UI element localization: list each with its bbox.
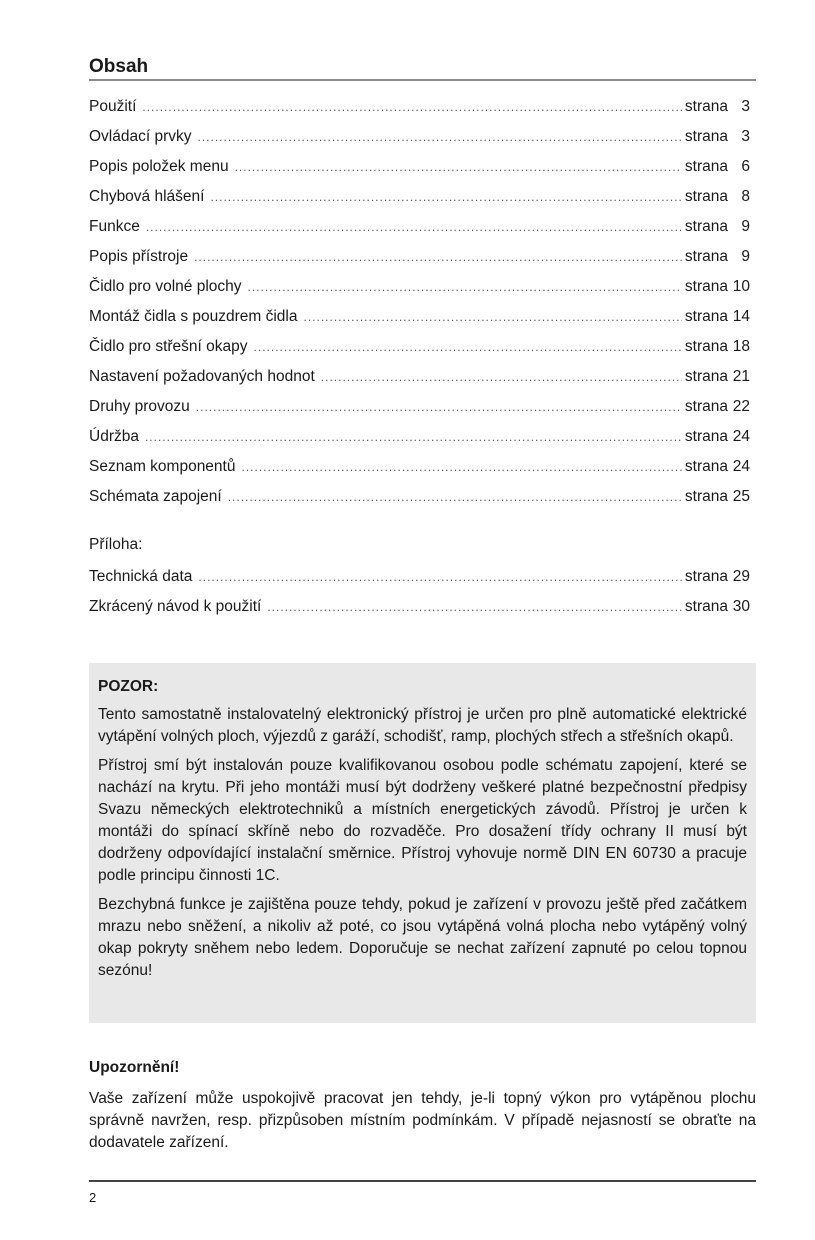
toc-page-number: 22: [732, 398, 750, 415]
page-title: Obsah: [89, 56, 149, 77]
toc-entry-label: Technická data: [89, 568, 193, 585]
toc-entry-label: Chybová hlášení: [89, 188, 205, 205]
toc-leader-dots: [248, 274, 682, 300]
toc-page-number: 9: [741, 218, 750, 235]
toc-page-prefix: strana: [684, 598, 728, 615]
toc-leader-dots: [146, 214, 682, 240]
toc-entry-page: [685, 564, 750, 590]
toc-page-number: 14: [732, 308, 750, 325]
toc-page-prefix: strana: [684, 338, 728, 355]
toc-entry-label: Nastavení požadovaných hodnot: [89, 368, 315, 385]
toc-entry-label: Čidlo pro střešní okapy: [89, 338, 248, 355]
toc-entry-page: [685, 274, 750, 300]
toc-entry-page: [685, 394, 750, 420]
toc-entry-page: [685, 214, 750, 240]
toc-page-number: 8: [741, 188, 750, 205]
toc-leader-dots: [321, 364, 682, 390]
toc-entry-label: Použití: [89, 98, 137, 115]
toc-entry-label: Schémata zapojení: [89, 488, 222, 505]
appendix-label: Příloha:: [89, 536, 143, 553]
toc-leader-dots: [145, 424, 682, 450]
caution-paragraph: Bezchybná funkce je zajištěna pouze tehdy, pokud je zařízení v provozu ještě před začátkem mrazu nebo sněžení, a nikoliv až poté, co jsou vytápěná volná plocha nebo vytápěný volný okap pokryty sněhem nebo ledem. Doporučuje se nechat zařízení zapnuté po celou topnou sezónu!: [98, 896, 747, 979]
toc-entry[interactable]: [89, 334, 750, 364]
toc-leader-dots: [304, 304, 682, 330]
toc-entry-label: Druhy provozu: [89, 398, 190, 415]
toc-entry[interactable]: [89, 184, 750, 214]
toc-leader-dots: [198, 124, 682, 150]
toc-leader-dots: [194, 244, 682, 270]
toc-page-prefix: strana: [684, 308, 728, 325]
toc-page-number: 3: [741, 98, 750, 115]
toc-entry-page: [685, 594, 750, 620]
toc-entry[interactable]: [89, 394, 750, 424]
toc-entry-label: Popis přístroje: [89, 248, 189, 265]
toc-entry[interactable]: [89, 154, 750, 184]
caution-title: POZOR:: [98, 678, 159, 695]
caution-paragraph: Tento samostatně instalovatelný elektronický přístroj je určen pro plně automatické elektrické vytápění volných ploch, výjezdů z garáží, schodišť, ramp, plochých střech a střešních okapů.: [98, 706, 747, 745]
toc-page-number: 21: [732, 368, 750, 385]
footer-divider: [89, 1180, 756, 1182]
toc-page-prefix: strana: [684, 488, 728, 505]
toc-entry-page: [685, 484, 750, 510]
toc-entry-page: [685, 424, 750, 450]
toc-entry-page: [685, 184, 750, 210]
toc-entry[interactable]: [89, 124, 750, 154]
toc-entry-label: Montáž čidla s pouzdrem čidla: [89, 308, 298, 325]
toc-entry-label: Údržba: [89, 428, 139, 445]
toc-page-prefix: strana: [684, 188, 728, 205]
toc-page-prefix: strana: [684, 158, 728, 175]
toc-entry[interactable]: [89, 304, 750, 334]
toc-entry-page: [685, 364, 750, 390]
toc-entry-page: [685, 334, 750, 360]
toc-page-prefix: strana: [684, 398, 728, 415]
toc-entry-page: [685, 244, 750, 270]
toc-page-number: 29: [732, 568, 750, 585]
toc-entry-page: [685, 304, 750, 330]
page-number: 2: [89, 1190, 97, 1205]
toc-entry[interactable]: [89, 454, 750, 484]
toc-leader-dots: [241, 454, 681, 480]
toc-entry[interactable]: [89, 244, 750, 274]
table-of-contents: [89, 94, 750, 514]
toc-leader-dots: [210, 184, 681, 210]
note-title: Upozornění!: [89, 1059, 180, 1076]
toc-entry-label: Popis položek menu: [89, 158, 229, 175]
toc-page-prefix: strana: [684, 278, 728, 295]
toc-entry[interactable]: [89, 94, 750, 124]
toc-entry[interactable]: [89, 274, 750, 304]
toc-entry-label: Funkce: [89, 218, 140, 235]
toc-entry[interactable]: [89, 484, 750, 514]
caution-box: [89, 663, 756, 1023]
toc-page-prefix: strana: [684, 128, 728, 145]
toc-page-number: 10: [732, 278, 750, 295]
toc-entry[interactable]: [89, 214, 750, 244]
toc-entry-label: Seznam komponentů: [89, 458, 236, 475]
toc-entry-page: [685, 454, 750, 480]
toc-entry-page: [685, 154, 750, 180]
toc-leader-dots: [142, 94, 682, 120]
toc-page-number: 6: [741, 158, 750, 175]
toc-leader-dots: [196, 394, 682, 420]
toc-entry-label: Zkrácený návod k použití: [89, 598, 262, 615]
toc-entry[interactable]: [89, 364, 750, 394]
toc-entry[interactable]: [89, 564, 750, 594]
toc-leader-dots: [228, 484, 682, 510]
toc-page-prefix: strana: [684, 568, 728, 585]
note-text: Vaše zařízení může uspokojivě pracovat jen tehdy, je-li topný výkon pro vytápěnou plochu správně navržen, resp. přizpůsoben místním podmínkám. V případě nejasností se obraťte na dodavatele zařízení.: [89, 1090, 756, 1151]
toc-entry-label: Ovládací prvky: [89, 128, 192, 145]
toc-page-prefix: strana: [684, 368, 728, 385]
toc-page-prefix: strana: [684, 428, 728, 445]
toc-entry[interactable]: [89, 594, 750, 624]
toc-page-number: 9: [741, 248, 750, 265]
toc-entry-page: [685, 94, 750, 120]
appendix-table-of-contents: [89, 564, 750, 624]
toc-page-prefix: strana: [684, 248, 728, 265]
toc-page-number: 3: [741, 128, 750, 145]
toc-page-number: 30: [732, 598, 750, 615]
toc-page-prefix: strana: [684, 458, 728, 475]
toc-entry[interactable]: [89, 424, 750, 454]
toc-leader-dots: [198, 564, 682, 590]
note-section: [89, 1057, 756, 1154]
toc-leader-dots: [267, 594, 682, 620]
toc-leader-dots: [235, 154, 682, 180]
toc-leader-dots: [254, 334, 682, 360]
toc-page-number: 24: [732, 458, 750, 475]
title-divider: [89, 79, 756, 81]
caution-paragraph: Přístroj smí být instalován pouze kvalifikovanou osobou podle schématu zapojení, které se nachází na krytu. Při jeho montáži musí být dodrženy veškeré platné bezpečnostní předpisy Svazu německých elektrotechniků a místních energetických závodů. Přístroj je určen k montáži do spínací skříně nebo do rozvaděče. Pro dosažení třídy ochrany II musí být dodrženy odpovídající instalační směrnice. Přístroj vyhovuje normě DIN EN 60730 a pracuje podle principu činnosti 1C.: [98, 757, 747, 884]
toc-page-prefix: strana: [684, 98, 728, 115]
toc-page-number: 24: [732, 428, 750, 445]
toc-entry-label: Čidlo pro volné plochy: [89, 278, 242, 295]
toc-entry-page: [685, 124, 750, 150]
toc-page-number: 18: [732, 338, 750, 355]
toc-page-number: 25: [732, 488, 750, 505]
toc-page-prefix: strana: [684, 218, 728, 235]
